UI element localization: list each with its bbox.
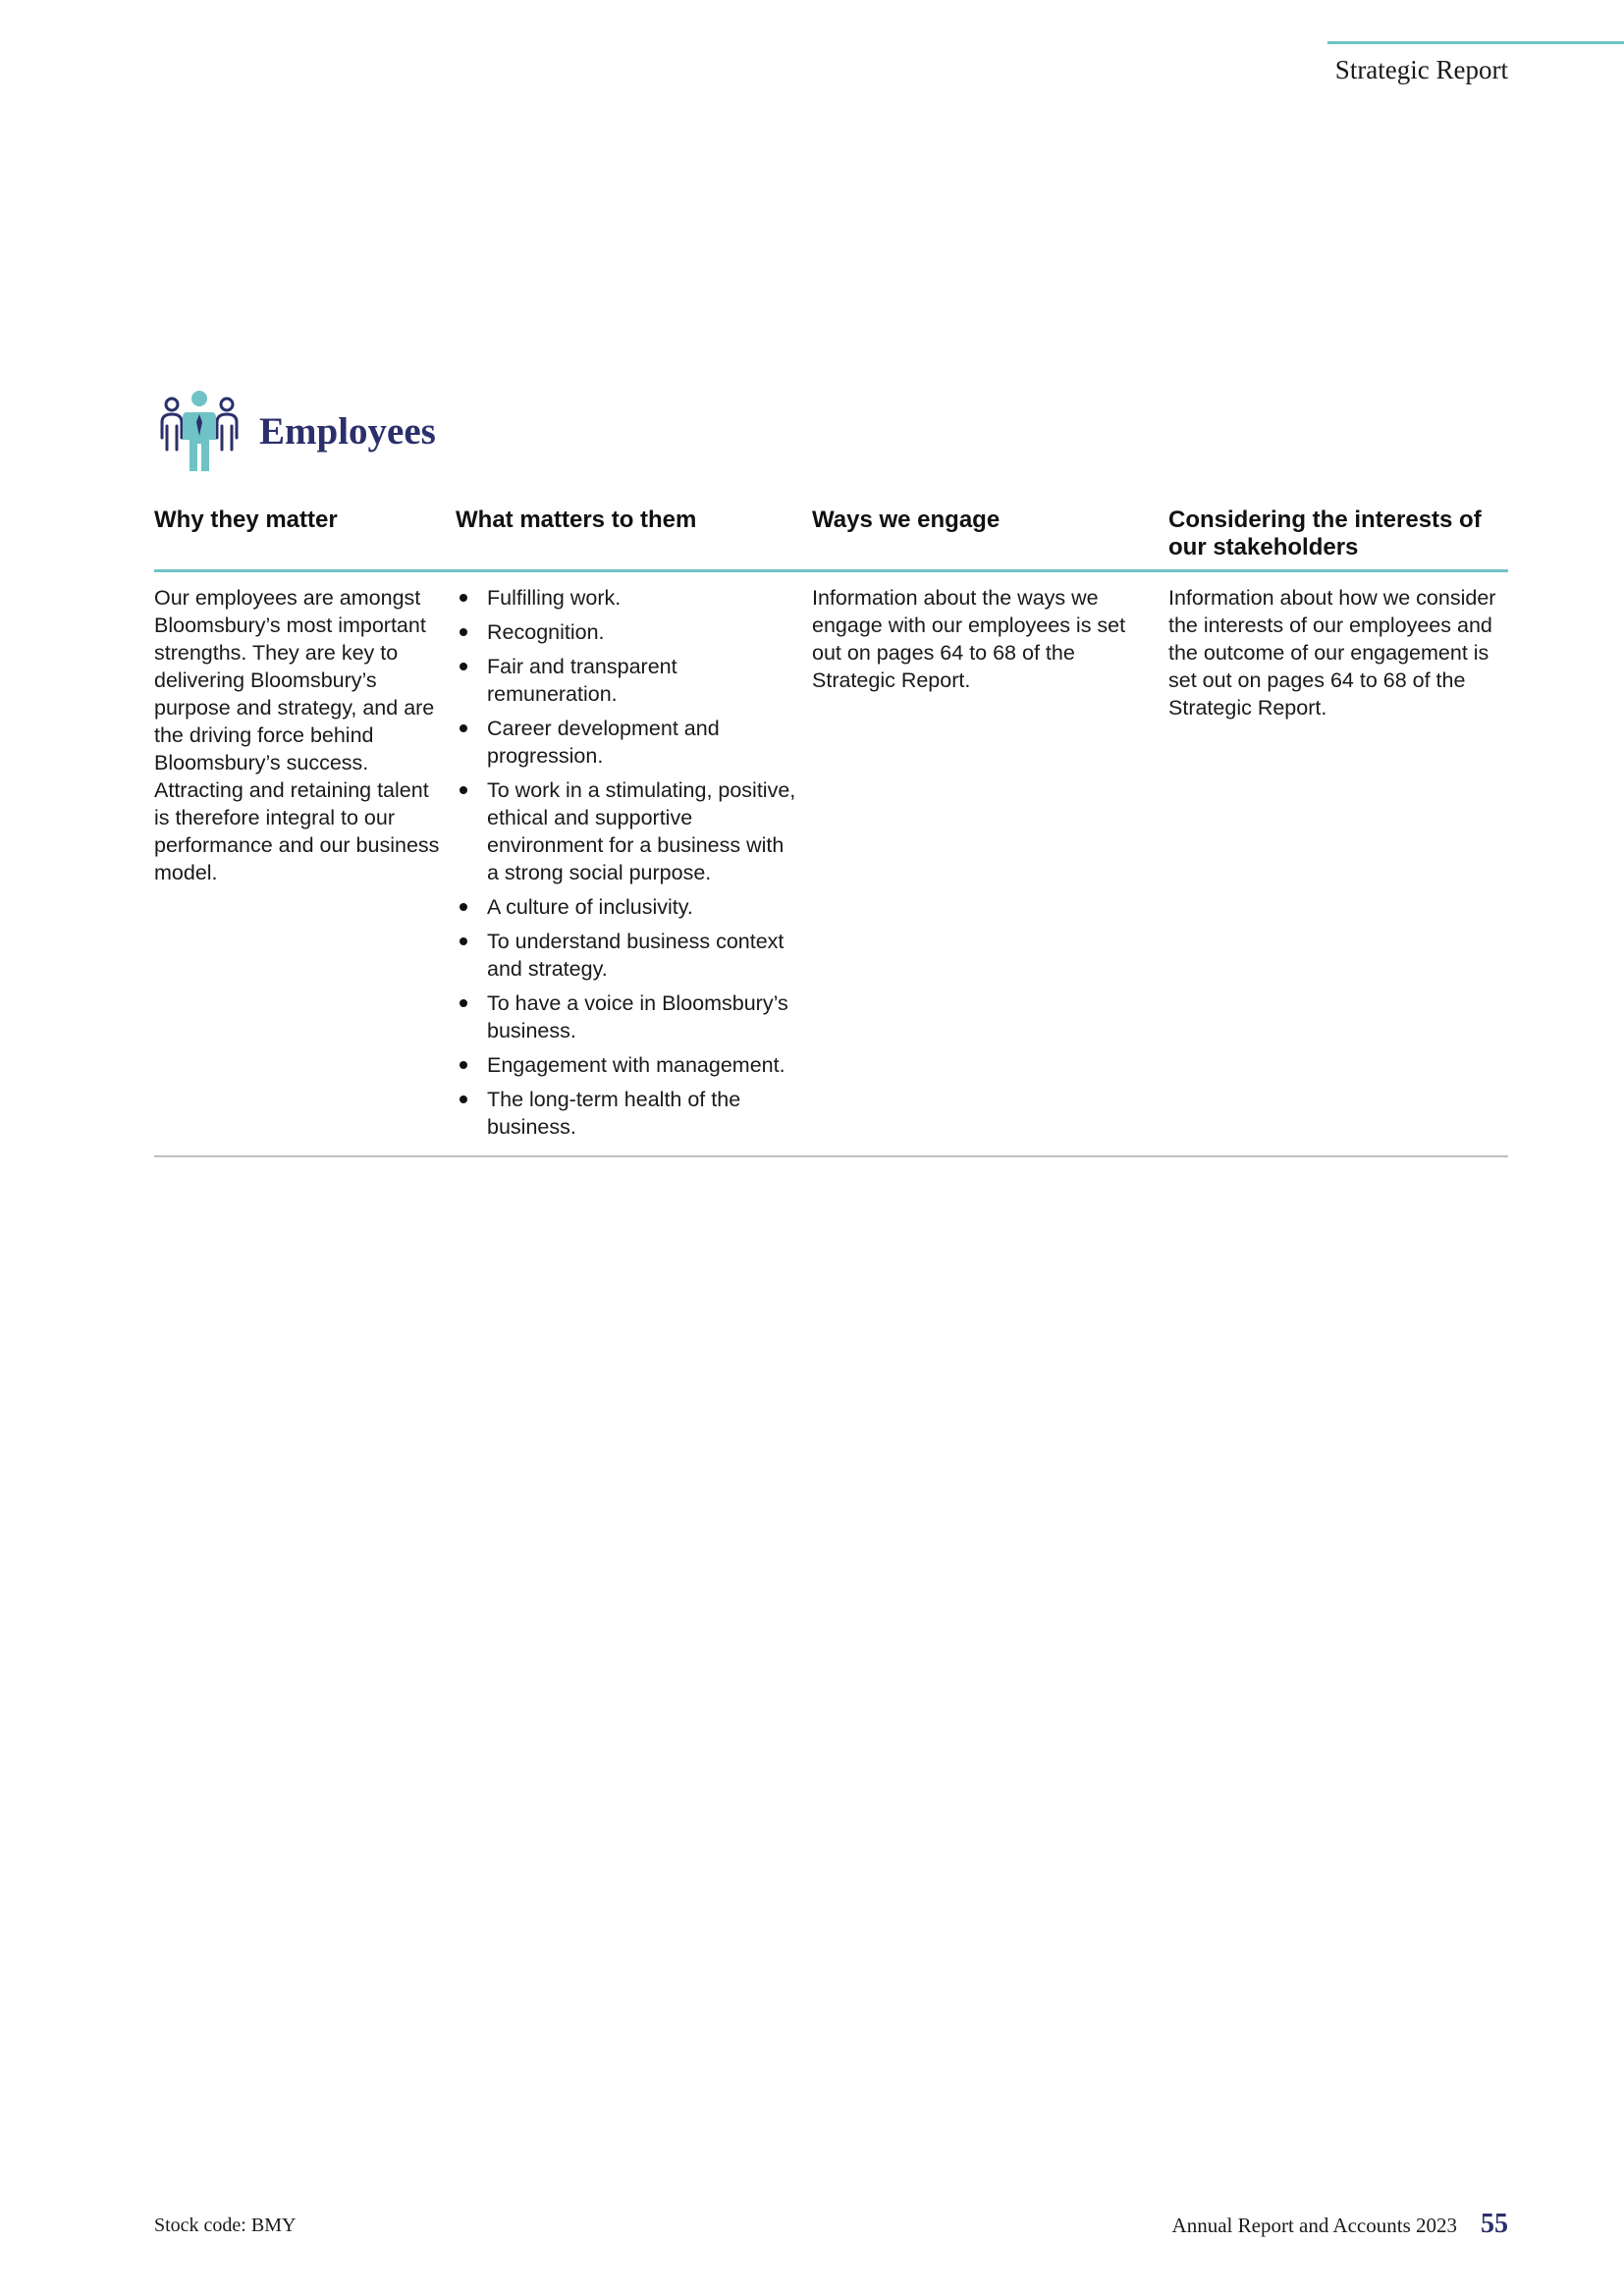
page-number: 55 bbox=[1481, 2209, 1508, 2239]
list-item: To have a voice in Bloomsbury’s business. bbox=[456, 989, 800, 1044]
header-ways-we-engage: Ways we engage bbox=[812, 507, 1001, 533]
list-item: To understand business context and strategy. bbox=[456, 928, 800, 983]
considering-interests-text: Information about how we consider the interests of our employees and the outcome of our engagement is set out on pages 64 to 68 of the Strategic Report. bbox=[1168, 586, 1496, 720]
ways-we-engage-text: Information about the ways we engage with our employees is set out on pages 64 to 68 of the Strategic Report. bbox=[812, 586, 1126, 692]
header-what-matters: What matters to them bbox=[456, 507, 697, 533]
what-matters-cell bbox=[456, 584, 812, 1148]
header-why-they-matter: Why they matter bbox=[154, 507, 338, 533]
list-item: A culture of inclusivity. bbox=[456, 893, 800, 921]
list-item: Fulfilling work. bbox=[456, 584, 800, 612]
list-item: The long-term health of the business. bbox=[456, 1086, 800, 1141]
footer-right bbox=[1172, 2209, 1508, 2240]
employees-group-icon bbox=[157, 389, 242, 473]
list-item: Engagement with management. bbox=[456, 1051, 800, 1079]
header-rule bbox=[1327, 41, 1624, 44]
section-title: Employees bbox=[259, 409, 436, 453]
section-heading bbox=[157, 389, 436, 473]
list-item: To work in a stimulating, positive, ethical and supportive environment for a business with a strong social purpose. bbox=[456, 776, 800, 886]
running-header: Strategic Report bbox=[1334, 55, 1508, 84]
list-item: Recognition. bbox=[456, 618, 800, 646]
why-they-matter-text: Our employees are amongst Bloomsbury’s most important strengths. They are key to delivering Bloomsbury’s purpose and strategy, and are the driving force behind Bloomsbury’s success. Attracting and retaining talent is therefore integral to our performance and our business model. bbox=[154, 586, 440, 884]
list-item: Fair and transparent remuneration. bbox=[456, 653, 800, 708]
what-matters-list bbox=[456, 584, 800, 1141]
stock-code: Stock code: BMY bbox=[154, 2215, 297, 2236]
table-row bbox=[154, 572, 1508, 1157]
report-name: Annual Report and Accounts 2023 bbox=[1171, 2214, 1457, 2237]
list-item: Career development and progression. bbox=[456, 715, 800, 770]
stakeholder-table bbox=[154, 507, 1508, 1157]
header-considering-interests: Considering the interests of our stakeholders bbox=[1168, 507, 1482, 561]
table-header-row bbox=[154, 507, 1508, 572]
